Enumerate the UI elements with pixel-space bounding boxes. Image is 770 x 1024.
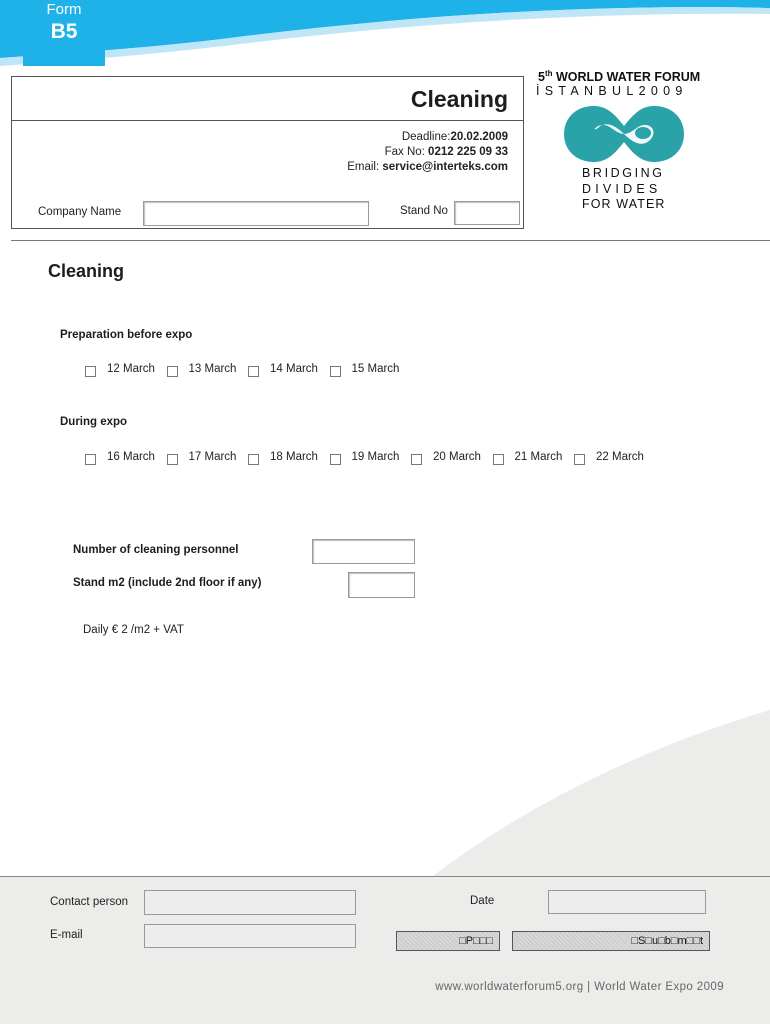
section-title: Cleaning xyxy=(48,261,125,281)
personnel-label: Number of cleaning personnel xyxy=(73,544,239,556)
company-name-label: Company Name xyxy=(38,206,122,218)
checkbox-label-during-6: 22 March xyxy=(596,451,644,463)
stand-m2-input[interactable] xyxy=(348,572,415,598)
deadline-label: Deadline: xyxy=(401,131,451,143)
fax-label: Fax No: xyxy=(384,146,429,158)
checkbox-preparation-1[interactable] xyxy=(167,366,178,377)
stand-m2-label: Stand m2 (include 2nd floor if any) xyxy=(73,577,262,589)
tagline-divides: DIVIDES xyxy=(582,182,662,196)
header-divider xyxy=(11,120,524,121)
section-divider xyxy=(11,240,770,241)
checkbox-during-5[interactable] xyxy=(493,454,504,465)
fax-line xyxy=(385,146,508,158)
email-label: Email: xyxy=(347,161,383,173)
page-title: Cleaning xyxy=(410,86,508,112)
checkbox-label-during-3: 19 March xyxy=(351,451,400,463)
checkbox-label-during-2: 18 March xyxy=(270,451,318,463)
header-swoosh xyxy=(0,0,770,70)
contact-person-label: Contact person xyxy=(50,896,128,908)
company-name-input[interactable] xyxy=(143,201,369,226)
forum-title-prefix: 5 xyxy=(538,70,545,85)
preparation-heading: Preparation before expo xyxy=(60,329,193,341)
checkbox-preparation-0[interactable] xyxy=(85,366,96,377)
checkbox-label-during-5: 21 March xyxy=(514,451,563,463)
forum-title xyxy=(538,69,700,84)
forum-city: İSTANBUL2009 xyxy=(536,84,688,98)
checkbox-during-6[interactable] xyxy=(574,454,585,465)
checkbox-label-preparation-3: 15 March xyxy=(351,363,400,375)
deadline-value: 20.02.2009 xyxy=(450,131,508,143)
infinity-logo-icon xyxy=(562,104,686,164)
checkbox-during-1[interactable] xyxy=(167,454,178,465)
personnel-input[interactable] xyxy=(312,539,415,564)
email-value: service@interteks.com xyxy=(382,161,508,173)
checkbox-preparation-2[interactable] xyxy=(248,366,259,377)
form-badge-label: Form xyxy=(46,1,82,18)
print-button[interactable]: □P□□□ xyxy=(396,931,500,951)
checkbox-label-during-4: 20 March xyxy=(433,451,481,463)
checkbox-during-3[interactable] xyxy=(330,454,341,465)
checkbox-label-preparation-0: 12 March xyxy=(107,363,155,375)
form-badge xyxy=(23,0,105,66)
email-footer-input[interactable] xyxy=(144,924,356,948)
checkbox-label-during-0: 16 March xyxy=(107,451,155,463)
date-input[interactable] xyxy=(548,890,706,914)
tagline-bridging: BRIDGING xyxy=(582,166,665,180)
stand-no-input[interactable] xyxy=(454,201,520,225)
email-line xyxy=(347,161,508,173)
email-footer-label: E-mail xyxy=(50,929,83,941)
deadline-line xyxy=(402,131,508,143)
tagline-for-water: FOR WATER xyxy=(582,197,666,211)
checkbox-during-4[interactable] xyxy=(411,454,422,465)
checkbox-preparation-3[interactable] xyxy=(330,366,341,377)
forum-title-rest: WORLD WATER FORUM xyxy=(552,70,701,85)
footer-website: www.worldwaterforum5.org | World Water Expo 2009 xyxy=(435,981,724,993)
checkbox-during-0[interactable] xyxy=(85,454,96,465)
submit-button[interactable]: □S□u□b□m□□t xyxy=(512,931,710,951)
price-note: Daily € 2 /m2 + VAT xyxy=(83,624,184,636)
footer-divider xyxy=(0,876,770,877)
contact-person-input[interactable] xyxy=(144,890,356,915)
during-heading: During expo xyxy=(60,416,128,428)
checkbox-label-preparation-1: 13 March xyxy=(188,363,237,375)
checkbox-during-2[interactable] xyxy=(248,454,259,465)
fax-value: 0212 225 09 33 xyxy=(428,146,508,158)
checkbox-label-during-1: 17 March xyxy=(188,451,237,463)
date-label: Date xyxy=(470,895,495,907)
checkbox-label-preparation-2: 14 March xyxy=(270,363,318,375)
form-badge-code: B5 xyxy=(50,20,78,43)
stand-no-label: Stand No xyxy=(400,205,448,217)
forum-title-sup: th xyxy=(544,69,553,78)
